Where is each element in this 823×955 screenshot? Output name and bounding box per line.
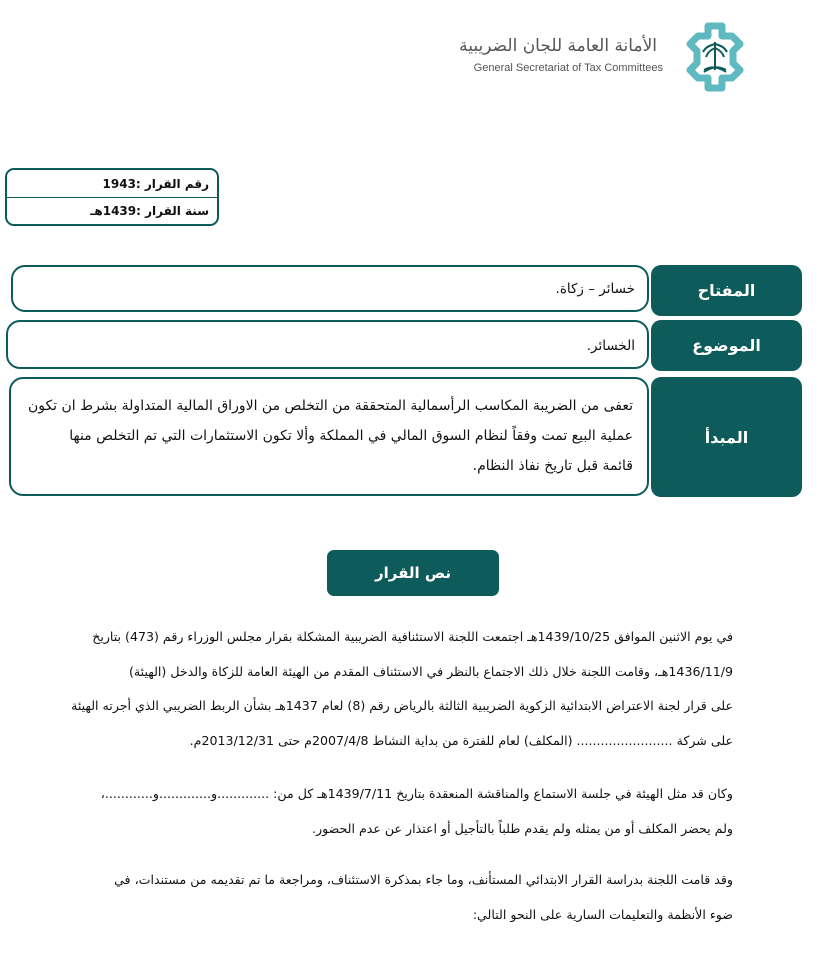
principle-line: عملية البيع تمت وفقاً لنظام السوق المالي في المملكة وألا تكون الاستثمارات التي تم التخلص منها xyxy=(69,428,633,444)
paragraph-line: على قرار لجنة الاعتراض الابتدائية الزكوية الضريبية الثالثة بالرياض رقم (8) لعام 1437هـ بشأن الربط الضريبي الذي أجرته الهيئة xyxy=(71,698,733,713)
principle-line: تعفى من الضريبة المكاسب الرأسمالية المتحققة من التخلص من الاوراق المالية المتداولة بشرط ان تكون xyxy=(27,398,633,414)
principle-value xyxy=(9,377,649,496)
paragraph-line: على شركة ........................ (المكلف) لعام للفترة من بداية النشاط 2007/4/8م حتى 2013/12/31م. xyxy=(189,732,733,748)
decision-year: سنة القرار :1439هـ xyxy=(90,204,209,218)
subject-label: الموضوع xyxy=(651,320,802,371)
paragraph-line: وكان قد مثل الهيئة في جلسة الاستماع والمناقشة المنعقدة بتاريخ 1439/7/11هـ كل من: .............و.............و............، xyxy=(100,786,733,801)
key-label: المفتاح xyxy=(651,265,802,316)
paragraph-line: 1436/11/9هـ، وقامت اللجنة خلال ذلك الاجتماع بالنظر في الاستئناف المقدم من الهيئة العامة للزكاة والدخل (الهيئة) xyxy=(129,663,733,679)
principle-label: المبدأ xyxy=(651,377,802,497)
divider xyxy=(7,197,217,198)
org-name-english: General Secretariat of Tax Committees xyxy=(473,62,663,74)
paragraph-line: في يوم الاثنين الموافق 1439/10/25هـ اجتمعت اللجنة الاستئنافية الضريبية المشكلة بقرار مجلس الوزراء رقم (473) بتاريخ xyxy=(92,629,733,644)
subject-value: الخسائر. xyxy=(6,320,649,369)
key-value: خسائر – زكاة. xyxy=(11,265,649,312)
paragraph-line: ضوء الأنظمة والتعليمات السارية على النحو التالي: xyxy=(472,906,733,922)
principle-line: قائمة قبل تاريخ نفاذ النظام. xyxy=(472,458,633,474)
body-paragraph xyxy=(85,863,733,932)
org-name-arabic: الأمانة العامة للجان الضريبية xyxy=(459,36,657,56)
decision-number: رقم القرار :1943 xyxy=(102,177,209,191)
paragraph-line: ولم يحضر المكلف أو من يمثله ولم يقدم طلباً بالتأجيل أو اعتذار عن عدم الحضور. xyxy=(312,820,733,836)
decision-text-heading: نص القرار xyxy=(327,550,499,596)
decision-info-box xyxy=(5,168,219,226)
body-paragraph xyxy=(71,620,733,758)
body-paragraph xyxy=(85,777,733,846)
org-emblem-icon xyxy=(678,20,752,94)
paragraph-line: وقد قامت اللجنة بدراسة القرار الابتدائي المستأنف، وما جاء بمذكرة الاستئناف، ومراجعة ما تم تقديمه من مستندات، في xyxy=(114,872,733,887)
